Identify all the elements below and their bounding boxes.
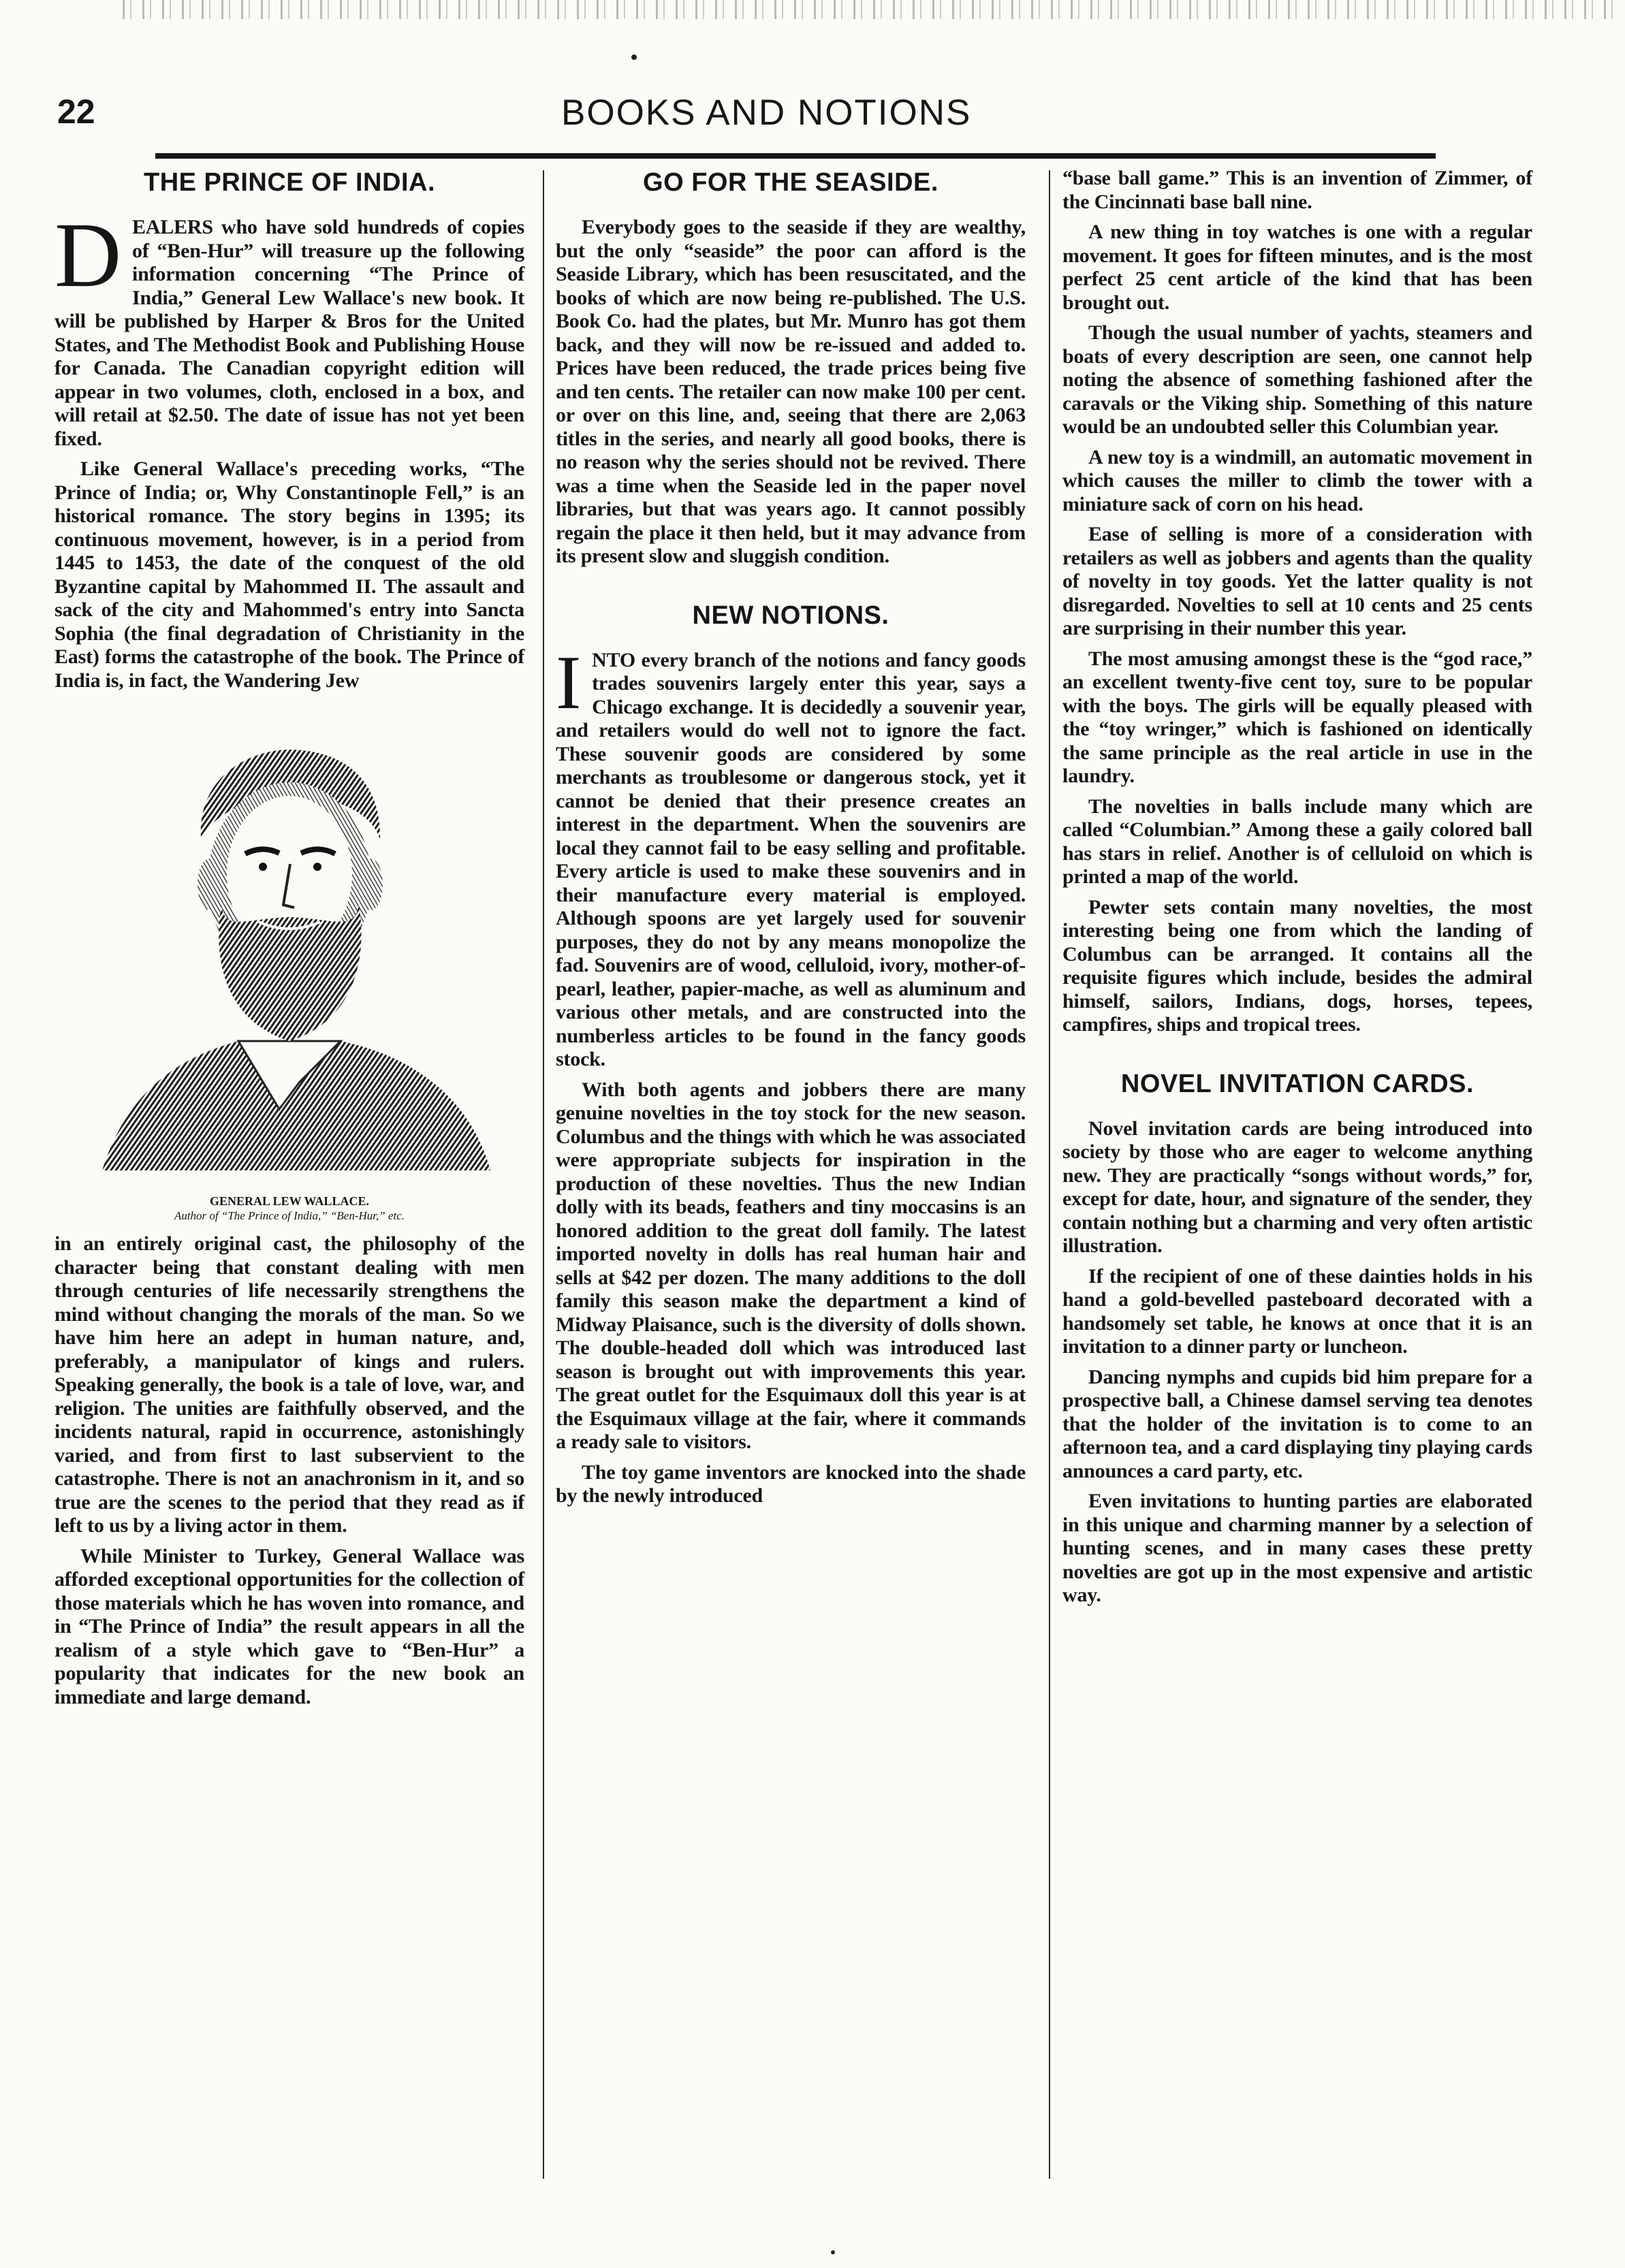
portrait-image [54, 701, 524, 1191]
portrait-subcaption: Author of “The Prince of India,” “Ben-Hur,” etc. [174, 1209, 405, 1222]
scan-speck [831, 2250, 835, 2254]
article-title-new-notions: NEW NOTIONS. [692, 601, 889, 630]
portrait-caption: GENERAL LEW WALLACE. [210, 1194, 369, 1208]
article-paragraph: If the recipient of one of these dainties holds in his hand a gold-bevelled pasteboard decorated with a handsomely set table, he knows at once that it is an invitation to a dinner party or luncheon. [1062, 1264, 1532, 1358]
column-divider [1049, 170, 1050, 2179]
article-paragraph: in an entirely original cast, the philosophy of the character being that constant dealing with men through centuries of life necessarily strengthens the mind without changing the morals of the man. So we have him here an adept in human nature, and, preferably, a manipulator of kings and rulers. Speaking generally, the book is a tale of love, war, and religion. The unities are faithfully observed, and the incidents natural, rapid in occurrence, astonishingly varied, and from first to last subservient to the catastrophe. There is not an anachronism in it, and so true are the scenes to the period that they read as if left to us by a living actor in them. [54, 1232, 524, 1537]
article-paragraph: Dancing nymphs and cupids bid him prepare for a prospective ball, a Chinese damsel serving tea denotes that the holder of the invitation is to come to an afternoon tea, and a card displaying tiny playing cards announces a card party, etc. [1062, 1365, 1532, 1482]
article-paragraph: “base ball game.” This is an invention of Zimmer, of the Cincinnati base ball nine. [1062, 167, 1532, 213]
article-title-seaside: GO FOR THE SEASIDE. [643, 168, 938, 197]
drop-cap: D [54, 204, 122, 306]
drop-cap: I [556, 640, 582, 725]
page-number: 22 [57, 93, 95, 131]
article-paragraph: Though the usual number of yachts, steamers and boats of every description are seen, one cannot help noting the absence of something fashioned after the caravals or the Viking ship. Something of this nature would be an undoubted seller this Columbian year. [1062, 321, 1532, 438]
article-paragraph: A new thing in toy watches is one with a regular movement. It goes for fifteen minutes, and is the most perfect 25 cent article of the kind that has been brought out. [1062, 221, 1532, 314]
page-title: BOOKS AND NOTIONS [561, 93, 972, 133]
article-paragraph: Like General Wallace's preceding works, “The Prince of India; or, Why Constantinople Fell,” is an historical romance. The story begins in 1395; its continuous movement, however, is in a period from 1445 to 1453, the date of the conquest of the old Byzantine capital by Mahommed II. The assault and sack of the city and Mahommed's entry into Sancta Sophia (the final degradation of Christianity in the East) forms the catastrophe of the book. The Prince of India is, in fact, the Wandering Jew [54, 458, 524, 692]
article-paragraph: Novel invitation cards are being introduced into society by those who are eager to welcome anything new. They are practically “songs without words,” for, except for date, hour, and signature of the sender, they contain nothing but a charming and very often artistic illustration. [1062, 1117, 1532, 1257]
portrait-engraving [54, 701, 524, 1191]
page-header [57, 92, 1569, 140]
column-divider [543, 170, 544, 2179]
article-paragraph: Everybody goes to the seaside if they are wealthy, but the only “seaside” the poor can afford is the Seaside Library, which has been resuscitated, and the books of which are now being re-published. The U.S. Book Co. had the plates, but Mr. Munro has got them back, and they will now be re-issued and added to. Prices have been reduced, the trade prices being five and ten cents. The retailer can now make 100 per cent. or over on this line, and, seeing that there are 2,063 titles in the series, and nearly all good books, there is no reason why the series should not be revived. There was a time when the Seaside led in the paper novel libraries, but that was years ago. It cannot possibly regain the place it then held, but it may advance from its present slow and sluggish condition. [556, 216, 1026, 567]
column-1 [54, 167, 524, 1716]
scan-speck [631, 54, 637, 60]
article-paragraph: With both agents and jobbers there are many genuine novelties in the toy stock for the new season. Columbus and the things with which he was associated were appropriate subjects for inspiration in the production of these novelties. Thus the new Indian dolly with its beads, feathers and tiny moccasins is an honored addition to the great doll family. The latest imported novelty in dolls has real human hair and sells at $42 per dozen. The many additions to the doll family this season make the department a kind of Midway Plaisance, such is the diversity of dolls shown. The double-headed doll which was introduced last season is brought out with improvements this year. The great outlet for the Esquimaux doll this year is at the Esquimaux village at the fair, where it commands a ready sale to visitors. [556, 1078, 1026, 1453]
article-paragraph: Ease of selling is more of a consideration with retailers as well as jobbers and agents than the quality of novelty in toy goods. Yet the latter quality is not disregarded. Novelties to sell at 10 cents and 25 cents are surprising in their number this year. [1062, 523, 1532, 639]
article-title-invitation-cards: NOVEL INVITATION CARDS. [1120, 1069, 1474, 1098]
article-paragraph: Pewter sets contain many novelties, the most interesting being one from which the landing of Columbus can be arranged. It contains all the requisite figures which include, besides the admiral himself, sailors, Indians, dogs, horses, tepees, campfires, ships and tropical trees. [1062, 895, 1532, 1036]
column-2 [556, 167, 1026, 1515]
scan-noise-top [123, 0, 1621, 19]
article-paragraph: While Minister to Turkey, General Wallace was afforded exceptional opportunities for the collection of those materials which he has woven into romance, and in “The Prince of India” the result appears in all the realism of a style which gave to “Ben-Hur” a popularity that indicates for the new book an immediate and large demand. [54, 1544, 524, 1708]
header-rule [155, 153, 1436, 159]
article-paragraph: INTO every branch of the notions and fancy goods trades souvenirs largely enter this year, says a Chicago exchange. It is decidedly a souvenir year, and retailers would do well not to ignore the fact. These souvenir goods are considered by some merchants as troublesome or dangerous stock, yet it cannot be denied that their presence creates an interest in the department. When the souvenirs are local they cannot fail to be easy selling and profitable. Every article is used to make these souvenirs and in their manufacture every material is employed. Although spoons are yet largely used for souvenir purposes, they do not by any means monopolize the fad. Souvenirs are of wood, celluloid, ivory, mother-of-pearl, leather, papier-mache, as well as aluminum and various other metals, and are constructed into the numberless articles to be found in the fancy goods stock. [556, 640, 1026, 1070]
article-title-prince-of-india: THE PRINCE OF INDIA. [143, 168, 436, 197]
article-paragraph: The most amusing amongst these is the “god race,” an excellent twenty-five cent toy, sure to be popular with the boys. The girls will be equally pleased with the “toy wringer,” which is fashioned on identically the same principle as the real article in use in the laundry. [1062, 647, 1532, 787]
article-paragraph: The novelties in balls include many which are called “Columbian.” Among these a gaily colored ball has stars in relief. Another is of celluloid on which is printed a map of the world. [1062, 795, 1532, 888]
article-paragraph: DEALERS who have sold hundreds of copies of “Ben-Hur” will treasure up the following information concerning “The Prince of India,” General Lew Wallace's new book. It will be published by Harper & Bros for the United States, and The Methodist Book and Publishing House for Canada. The Canadian copyright edition will appear in two volumes, cloth, enclosed in a box, and will retail at $2.50. The date of issue has not yet been fixed. [54, 204, 524, 450]
column-3 [1062, 167, 1532, 1614]
article-paragraph: The toy game inventors are knocked into the shade by the newly introduced [556, 1460, 1026, 1507]
article-paragraph: Even invitations to hunting parties are elaborated in this unique and charming manner by a selection of hunting scenes, and in many cases these pretty novelties are got up in the most expensive and artistic way. [1062, 1490, 1532, 1606]
article-paragraph: A new toy is a windmill, an automatic movement in which causes the miller to climb the tower with a miniature sack of corn on his head. [1062, 445, 1532, 515]
